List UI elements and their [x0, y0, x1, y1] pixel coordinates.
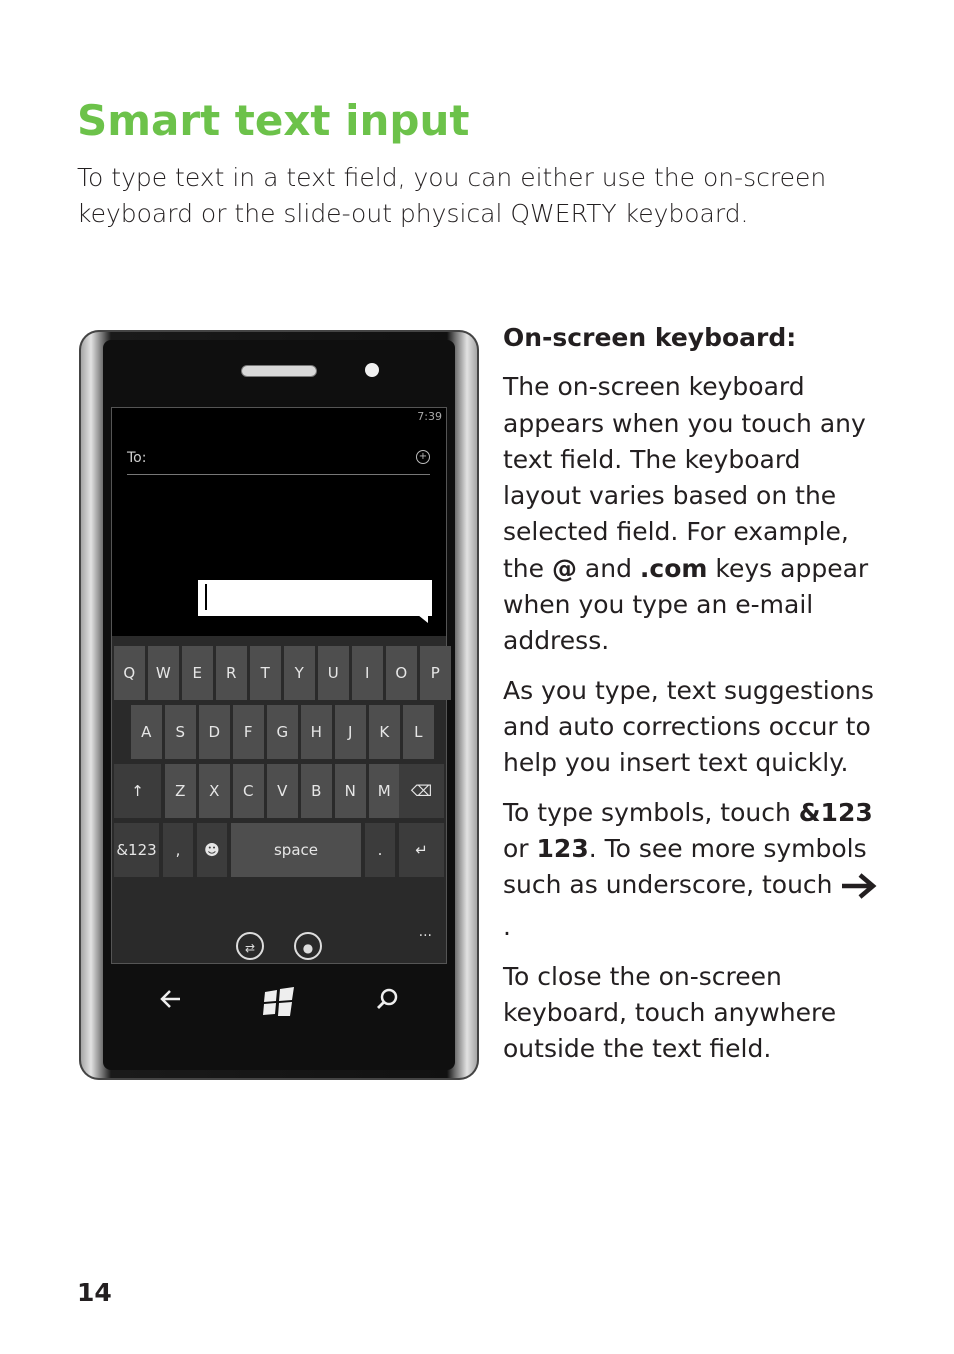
search-icon[interactable] — [367, 986, 407, 1019]
message-text-field[interactable] — [198, 580, 432, 616]
to-label: To: — [127, 450, 147, 466]
windows-logo-icon[interactable] — [259, 986, 299, 1025]
more-options-icon[interactable]: ... — [418, 924, 432, 940]
keyboard-key[interactable]: ↑ — [114, 764, 161, 818]
keyboard-key[interactable]: K — [369, 705, 400, 759]
keyboard-key[interactable]: ⌫ — [399, 764, 444, 818]
section-heading: On-screen keyboard: — [503, 323, 797, 352]
keyboard-language-icon[interactable]: ⇄ — [236, 932, 264, 960]
keyboard-key[interactable]: S — [165, 705, 196, 759]
intro-text: To type text in a text field, you can either use the on-screen keyboard or the slide-out physical QWERTY keyboard. — [77, 163, 827, 228]
keyboard-key[interactable]: P — [420, 646, 451, 700]
page-title: Smart text input — [77, 96, 470, 145]
keyboard-key[interactable]: , — [163, 823, 193, 877]
keyboard-key[interactable]: N — [335, 764, 366, 818]
p3-text-b: . To see more symbols such as underscore, touch — [503, 833, 867, 900]
keyboard-row-3 — [112, 764, 446, 818]
keyboard-key[interactable]: J — [335, 705, 366, 759]
p1-text-a: The on-screen keyboard appears when you touch any text field. The keyboard layout varies based on the selected field. For example, the — [503, 372, 866, 583]
keyboard-key[interactable]: A — [131, 705, 162, 759]
add-contact-icon[interactable]: + — [416, 450, 430, 464]
keyboard-key[interactable]: ↵ — [399, 823, 444, 877]
on-screen-keyboard — [112, 636, 446, 963]
phone-screen — [111, 407, 447, 964]
keyboard-key[interactable]: U — [318, 646, 349, 700]
paragraph-4: To close the on-screen keyboard, touch anywhere outside the text field. — [503, 961, 837, 1064]
com-key-label: .com — [639, 553, 708, 583]
keyboard-description — [503, 320, 883, 1081]
keyboard-key[interactable]: M — [369, 764, 400, 818]
p1-text-and: and — [576, 553, 640, 583]
keyboard-key[interactable]: D — [199, 705, 230, 759]
p3-text-a: To type symbols, touch — [503, 797, 799, 827]
keyboard-key[interactable]: &123 — [114, 823, 159, 877]
keyboard-key[interactable]: Y — [284, 646, 315, 700]
keyboard-key[interactable]: T — [250, 646, 281, 700]
keyboard-row-4 — [112, 823, 446, 877]
keyboard-key[interactable]: L — [403, 705, 434, 759]
keyboard-row-1 — [112, 646, 446, 700]
phone-illustration — [79, 330, 479, 1080]
keyboard-key[interactable]: E — [182, 646, 213, 700]
keyboard-key[interactable]: ☻ — [197, 823, 227, 877]
symbol-key-label-2: 123 — [536, 833, 589, 863]
status-time: 7:39 — [417, 410, 442, 423]
keyboard-key[interactable]: B — [301, 764, 332, 818]
paragraph-1 — [503, 369, 883, 659]
keyboard-key[interactable]: W — [148, 646, 179, 700]
paragraph-3 — [503, 795, 883, 946]
arrow-right-icon — [840, 873, 878, 909]
keyboard-key[interactable]: Z — [165, 764, 196, 818]
keyboard-key[interactable]: X — [199, 764, 230, 818]
to-field-line — [127, 474, 430, 475]
speech-bubble-tail — [418, 615, 428, 623]
keyboard-key[interactable]: I — [352, 646, 383, 700]
text-cursor — [205, 584, 207, 610]
keyboard-key[interactable]: . — [365, 823, 395, 877]
keyboard-key[interactable]: R — [216, 646, 247, 700]
keyboard-toolbar — [112, 926, 446, 963]
keyboard-key[interactable]: O — [386, 646, 417, 700]
keyboard-key[interactable]: space — [231, 823, 361, 877]
paragraph-2: As you type, text suggestions and auto corrections occur to help you insert text quickly. — [503, 675, 874, 778]
front-camera — [365, 363, 379, 377]
keyboard-key[interactable]: C — [233, 764, 264, 818]
keyboard-row-2 — [112, 705, 446, 759]
microphone-icon[interactable]: ● — [294, 932, 322, 960]
symbol-key-label-1: &123 — [798, 797, 873, 827]
keyboard-key[interactable]: V — [267, 764, 298, 818]
at-key-label: @ — [551, 553, 577, 583]
keyboard-key[interactable]: G — [267, 705, 298, 759]
p1-text-b: keys appear when you type an e-mail address. — [503, 553, 869, 656]
back-arrow-icon[interactable] — [151, 986, 191, 1019]
p3-text-c: . — [503, 912, 511, 942]
p3-text-or: or — [503, 833, 537, 863]
keyboard-key[interactable]: Q — [114, 646, 145, 700]
earpiece-speaker — [241, 365, 317, 377]
page-number: 14 — [77, 1278, 112, 1307]
keyboard-key[interactable]: H — [301, 705, 332, 759]
keyboard-key[interactable]: F — [233, 705, 264, 759]
